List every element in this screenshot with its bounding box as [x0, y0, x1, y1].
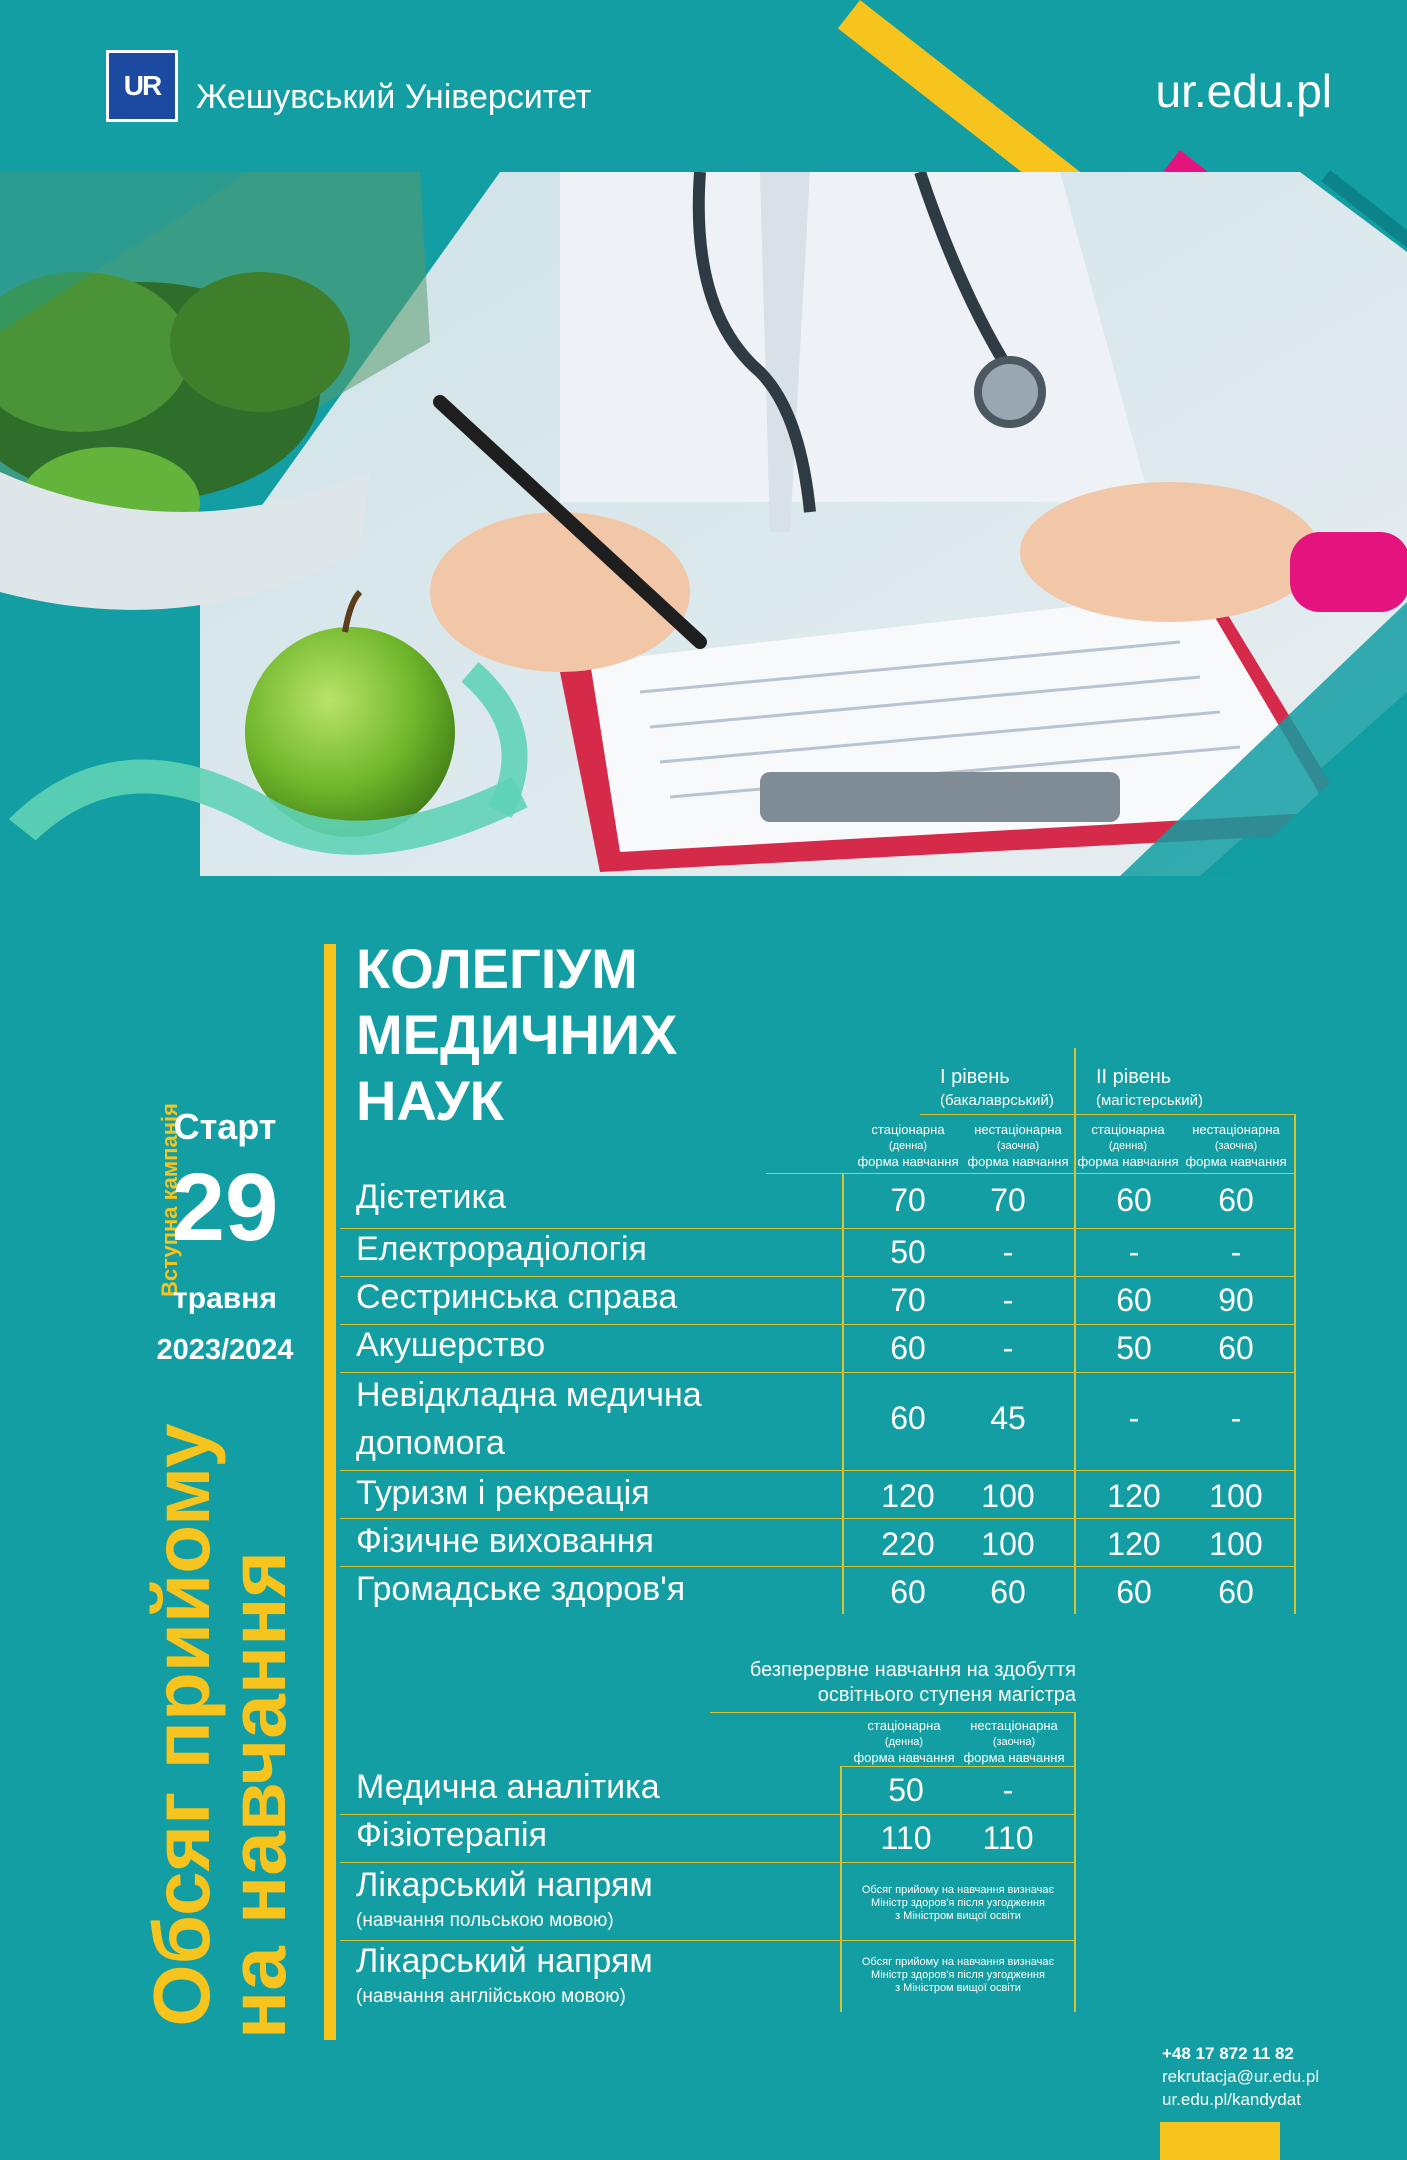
table-cell: 60 — [1116, 1182, 1152, 1218]
email-link[interactable]: rekrutacja@ur.edu.pl — [1162, 2067, 1320, 2086]
col-header-t2-fulltime — [848, 1718, 960, 1765]
table-cell: 50 — [1116, 1330, 1152, 1366]
table-cell: 100 — [981, 1526, 1035, 1562]
level2-heading — [1096, 1066, 1203, 1112]
table-cell: 60 — [1218, 1574, 1254, 1610]
table-cell: 50 — [888, 1772, 924, 1808]
note-line: з Міністром вищої освіти — [895, 1910, 1021, 1922]
academic-year: 2023/2024 — [156, 1334, 294, 1366]
table1-line — [340, 1324, 1296, 1325]
col-header-text: форма навчання — [963, 1750, 1065, 1765]
level1-title: I рівень — [940, 1066, 1010, 1088]
col-header-l1-parttime — [962, 1122, 1074, 1169]
candidate-page-link[interactable]: ur.edu.pl/kandydat — [1162, 2090, 1301, 2109]
table-cell: - — [1002, 1234, 1014, 1270]
table2-line — [710, 1712, 1076, 1713]
table2-line — [840, 1766, 1076, 1767]
col-header-text: форма навчання — [857, 1154, 959, 1169]
campaign-label: Вступна кампанія — [157, 1103, 182, 1297]
table-row-name: Електрорадіологія — [356, 1230, 647, 1268]
table2-line — [340, 1814, 1076, 1815]
table-cell: - — [1230, 1400, 1242, 1436]
table1-line — [340, 1470, 1296, 1471]
table-cell: 60 — [1116, 1282, 1152, 1318]
col-header-text: (денна) — [1108, 1140, 1148, 1152]
table-cell: 50 — [890, 1234, 926, 1270]
continuous-heading-line2: освітнього ступеня магістра — [817, 1684, 1076, 1706]
table-cell: 70 — [890, 1182, 926, 1218]
table-row-name: Сестринська справа — [356, 1278, 678, 1316]
hero-photo — [0, 172, 1407, 876]
university-name: Жешувський Університет — [196, 78, 592, 116]
col-header-text: стаціонарна — [1091, 1122, 1165, 1137]
table-cell: 60 — [890, 1330, 926, 1366]
note-line: Обсяг прийому на навчання визначає — [861, 1884, 1055, 1896]
start-day: 29 — [171, 1154, 279, 1261]
table1-line — [340, 1566, 1296, 1567]
table1-line — [766, 1173, 1296, 1174]
table-cell: 120 — [881, 1478, 935, 1514]
table-cell: 90 — [1218, 1282, 1254, 1318]
table-cell: - — [1002, 1772, 1014, 1808]
table2-line — [340, 1862, 1076, 1863]
note-line: Обсяг прийому на навчання визначає — [861, 1956, 1055, 1968]
table1-line — [340, 1228, 1296, 1229]
col-header-text: форма навчання — [1185, 1154, 1287, 1169]
table1-line — [340, 1276, 1296, 1277]
col-header-text: (заочна) — [996, 1140, 1040, 1152]
start-label: Старт — [173, 1106, 277, 1147]
table-cell: 45 — [990, 1400, 1026, 1436]
table-cell: 70 — [890, 1282, 926, 1318]
col-header-l2-fulltime — [1072, 1122, 1184, 1169]
col-header-t2-parttime — [958, 1718, 1070, 1765]
table-row-name: Фізичне виховання — [356, 1522, 654, 1560]
table1-line — [340, 1372, 1296, 1373]
col-header-text: стаціонарна — [871, 1122, 945, 1137]
col-header-text: стаціонарна — [867, 1718, 941, 1733]
table1-level-line — [920, 1114, 1296, 1115]
table-cell: 110 — [880, 1820, 932, 1856]
col-header-text: (денна) — [888, 1140, 928, 1152]
col-header-text: (денна) — [884, 1736, 924, 1748]
col-header-text: (заочна) — [992, 1736, 1036, 1748]
table-cell: - — [1128, 1400, 1140, 1436]
table-cell: - — [1002, 1282, 1014, 1318]
table-cell: 100 — [1209, 1526, 1263, 1562]
table-row-name: Медична аналітика — [356, 1768, 660, 1806]
table-cell: 120 — [1107, 1526, 1161, 1562]
yellow-corner-block — [1160, 2122, 1280, 2160]
table-cell: 60 — [890, 1574, 926, 1610]
col-header-text: форма навчання — [967, 1154, 1069, 1169]
col-header-text: нестаціонарна — [974, 1122, 1062, 1137]
table-cell: - — [1002, 1330, 1014, 1366]
college-title-line1: КОЛЕГІУМ — [356, 937, 638, 1000]
table2-vline — [1074, 1712, 1076, 2012]
table2-line — [340, 1940, 1076, 1941]
table1-vline — [842, 1174, 844, 1614]
table-cell: 60 — [1218, 1182, 1254, 1218]
table-row-name: Лікарський напрям — [356, 1866, 653, 1904]
level1-subtitle: (бакалаврський) — [940, 1092, 1054, 1109]
table-cell: - — [1128, 1234, 1140, 1270]
college-title-line2: МЕДИЧНИХ — [356, 1003, 678, 1066]
col-header-text: форма навчання — [853, 1750, 955, 1765]
table-cell: 60 — [1218, 1330, 1254, 1366]
note-line: Міністр здоров'я після узгодження — [871, 1897, 1045, 1909]
yellow-accent-bar — [324, 944, 336, 2040]
college-title — [356, 936, 678, 1134]
admission-note — [842, 1884, 1074, 1923]
table1-line — [340, 1518, 1296, 1519]
admission-note — [842, 1956, 1074, 1995]
note-line: Міністр здоров'я після узгодження — [871, 1969, 1045, 1981]
table-cell: 120 — [1107, 1478, 1161, 1514]
col-header-text: форма навчання — [1077, 1154, 1179, 1169]
table-cell: - — [1230, 1234, 1242, 1270]
col-header-text: нестаціонарна — [1192, 1122, 1280, 1137]
table-row-name: Громадське здоров'я — [356, 1570, 686, 1608]
col-header-l2-parttime — [1180, 1122, 1292, 1169]
logo-text: UR — [123, 70, 161, 101]
table-row-name: Акушерство — [356, 1326, 546, 1364]
table-row-name: Дієтетика — [356, 1178, 506, 1216]
table-cell: 100 — [1209, 1478, 1263, 1514]
side-title-line2: на навчання — [213, 1550, 302, 2040]
table-cell: 220 — [881, 1526, 935, 1562]
table-row-sub: (навчання англійською мовою) — [356, 1986, 626, 2007]
table-cell: 70 — [990, 1182, 1026, 1218]
table-row-name: Фізіотерапія — [356, 1816, 548, 1854]
table1-vline — [1074, 1048, 1076, 1614]
table-cell: 110 — [982, 1820, 1034, 1856]
table1-vline — [1294, 1114, 1296, 1614]
table-row-name: Туризм і рекреація — [356, 1474, 650, 1512]
table-row-name: допомога — [356, 1424, 505, 1462]
level2-subtitle: (магістерський) — [1096, 1092, 1203, 1109]
start-month: травня — [173, 1282, 277, 1315]
table-cell: 60 — [990, 1574, 1026, 1610]
table-row-name: Невідкладна медична — [356, 1376, 702, 1414]
table-cell: 60 — [890, 1400, 926, 1436]
table-row-name: Лікарський напрям — [356, 1942, 653, 1980]
col-header-text: (заочна) — [1214, 1140, 1258, 1152]
site-link[interactable]: ur.edu.pl — [1155, 65, 1332, 117]
table-cell: 100 — [981, 1478, 1035, 1514]
side-title-line1: Обсяг прийому — [137, 1423, 226, 2027]
college-title-line3: НАУК — [356, 1069, 504, 1132]
table-row-sub: (навчання польською мовою) — [356, 1910, 614, 1931]
level2-title: II рівень — [1096, 1066, 1172, 1088]
col-header-text: нестаціонарна — [970, 1718, 1058, 1733]
university-logo[interactable] — [106, 50, 178, 122]
continuous-study-heading — [700, 1658, 1076, 1708]
table-cell: 60 — [1116, 1574, 1152, 1610]
level1-heading — [940, 1066, 1054, 1112]
col-header-l1-fulltime — [852, 1122, 964, 1169]
phone-link[interactable]: +48 17 872 11 82 — [1162, 2044, 1294, 2063]
continuous-heading-line1: безперервне навчання на здобуття — [749, 1659, 1076, 1681]
contacts — [1162, 2042, 1319, 2111]
note-line: з Міністром вищої освіти — [895, 1982, 1021, 1994]
